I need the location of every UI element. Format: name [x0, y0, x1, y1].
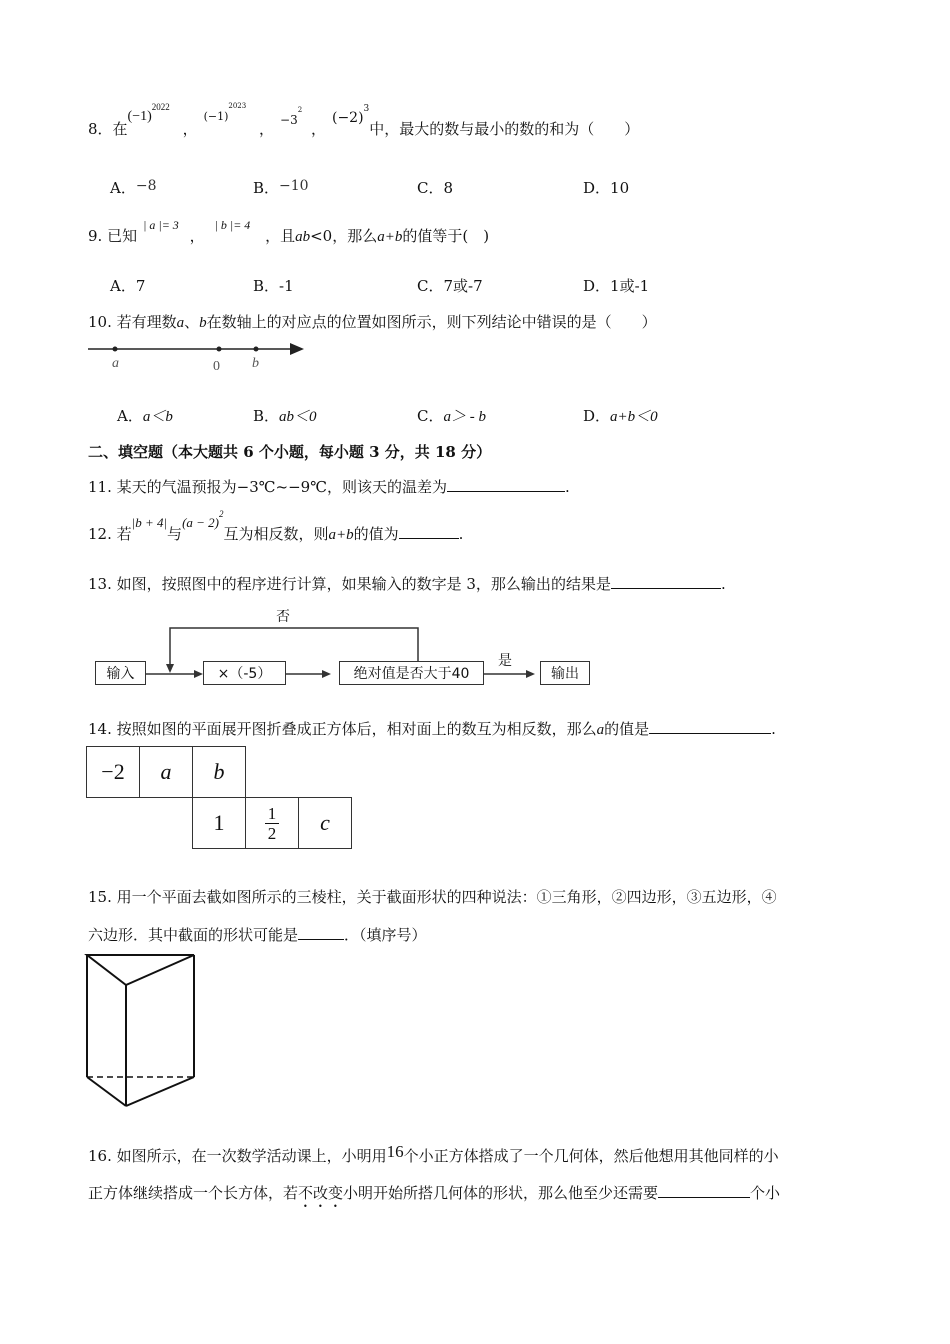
q8-sep2: ， [259, 120, 275, 138]
q8-term3-exp: 2 [297, 106, 303, 114]
question-14 [88, 718, 776, 739]
q12-sq-exp: 2 [219, 509, 224, 519]
q8-option-b-value: −10 [279, 178, 309, 194]
point-a [113, 347, 118, 352]
q9-suffix: 的值等于( ) [402, 227, 490, 245]
q12-end: . [458, 525, 464, 543]
point-zero [217, 347, 222, 352]
q14-a: a [596, 722, 605, 738]
question-9 [88, 218, 490, 246]
section-2-title: 二、填空题（本大题共 6 个小题，每小题 3 分，共 18 分） [88, 443, 492, 461]
q9-apb: a+b [377, 229, 403, 245]
q8-option-a-value: −8 [135, 178, 157, 194]
question-8 [88, 102, 640, 139]
number-line-figure [88, 338, 308, 374]
question-13 [88, 573, 726, 594]
q10-text-post: 在数轴上的对应点的位置如图所示，则下列结论中错误的是（ ） [206, 313, 657, 331]
q12-sq-base: (a − 2) [182, 515, 219, 530]
q8-suffix: 中，最大的数与最小的数的和为（ ） [369, 120, 640, 138]
q9-option-b: B．-1 [253, 277, 294, 295]
q9-sep: ， [189, 227, 205, 245]
q15-answer-blank[interactable] [298, 925, 344, 940]
flow-cond-box: 绝对值是否大于40 [339, 661, 484, 685]
q10-option-c-label: C． [417, 407, 444, 425]
question-15-line2 [88, 924, 427, 945]
net-cell-r1c2: a [140, 747, 193, 798]
q13-end: . [720, 575, 726, 593]
q16-line2-mid: 小明开始所搭几何体的形状，那么他至少还需要 [343, 1184, 659, 1202]
q16-num: 16 [386, 1142, 404, 1161]
question-16-line1 [88, 1142, 779, 1166]
q12-abs-expr: |b + 4| [131, 515, 168, 530]
q13-text: 13. 如图，按照图中的程序进行计算，如果输入的数字是 3，那么输出的结果是 [88, 575, 611, 593]
q9-ab: ab [295, 229, 311, 245]
q16-line1-post: 个小正方体搭成了一个几何体，然后他想用其他同样的小 [403, 1147, 779, 1165]
q8-option-b-label: B． [253, 179, 280, 197]
q16-line2-pre: 正方体继续搭成一个长方体，若 [88, 1184, 299, 1202]
question-16-line2 [88, 1182, 780, 1211]
arrow-head-1 [194, 670, 203, 678]
q10-option-b-label: B． [253, 407, 280, 425]
q8-term3-base: −3 [280, 113, 298, 127]
net-cell-r2c5: c [299, 798, 352, 849]
q10-option-a-value: a＜b [142, 409, 173, 425]
q16-emphasis: 不改变 [298, 1184, 344, 1202]
flow-input-box: 输入 [95, 661, 146, 685]
prism-bottom-left [87, 1077, 126, 1106]
net-cell-r2c4 [246, 798, 299, 849]
q9-cond2: | b |= 4 [214, 218, 251, 232]
q10-option-c [417, 405, 486, 426]
point-b [254, 347, 259, 352]
q11-end: . [564, 478, 570, 496]
net-cell-r2c3: 1 [193, 798, 246, 849]
q10-option-d [583, 405, 658, 426]
q10-option-d-label: D． [583, 407, 611, 425]
q12-mid: 与 [167, 525, 183, 543]
q11-answer-blank[interactable] [447, 477, 565, 492]
q10-text-pre: 10. 若有理数 [88, 313, 177, 331]
question-10 [88, 311, 657, 332]
q8-term4-exp: 3 [363, 104, 370, 114]
q8-option-b [253, 177, 309, 198]
q9-option-c: C．7或-7 [417, 277, 483, 295]
question-11 [88, 476, 570, 497]
q14-text-pre: 14. 按照如图的平面展开图折叠成正方体后，相对面上的数互为相反数，那么 [88, 720, 597, 738]
q8-term4-base: (−2) [331, 110, 364, 126]
label-a: a [112, 356, 119, 371]
q15-line2-end: ．（填序号） [344, 926, 427, 944]
label-no: 否 [276, 609, 290, 625]
question-15-line1: 15. 用一个平面去截如图所示的三棱柱，关于截面形状的四种说法：①三角形，②四边形，③五边形，④ [88, 888, 777, 906]
q9-prefix: 9. 已知 [88, 227, 138, 245]
loop-arrow-head [166, 664, 174, 673]
flow-output-box: 输出 [540, 661, 590, 685]
net-cell-r1c3: b [193, 747, 246, 798]
q8-option-c: C．8 [417, 179, 454, 197]
q8-term2-exp: 2023 [228, 102, 247, 110]
q12-prefix: 12. 若 [88, 525, 132, 543]
net-frac-den: 2 [267, 823, 277, 843]
q15-line2-text: 六边形．其中截面的形状可能是 [88, 926, 299, 944]
arrow-head-2 [322, 670, 331, 678]
label-b: b [252, 356, 259, 371]
q9-cond1: | a |= 3 [143, 218, 179, 232]
q10-option-b [253, 405, 317, 426]
q9-option-d: D．1或-1 [583, 277, 650, 295]
net-cell-r1c1: −2 [87, 747, 140, 798]
q12-text: 互为相反数，则 [223, 525, 329, 543]
q12-answer-blank[interactable] [399, 524, 459, 539]
label-yes: 是 [498, 653, 512, 669]
arrow-head-3 [526, 670, 535, 678]
q13-answer-blank[interactable] [611, 574, 721, 589]
q10-option-d-value: a+b＜0 [610, 409, 658, 425]
q10-dun: 、 [184, 313, 200, 331]
q9-mid1: ，且 [265, 227, 296, 245]
q10-b: b [199, 315, 207, 331]
q8-prefix: 8．在 [88, 120, 128, 138]
q8-term1-exp: 2022 [151, 102, 170, 112]
q12-apb: a+b [328, 527, 354, 543]
q16-line1-pre: 16. 如图所示，在一次数学活动课上，小明用 [88, 1147, 387, 1165]
q10-option-a [117, 405, 173, 426]
q8-sep1: ， [182, 120, 198, 138]
q8-sep3: ， [310, 120, 326, 138]
q10-option-c-value: a＞ - b [443, 409, 486, 425]
label-zero: 0 [213, 359, 220, 374]
prism-top-face [87, 955, 194, 985]
cube-net [86, 746, 352, 849]
q8-option-a-label: A． [110, 179, 136, 197]
q14-end: . [771, 720, 776, 738]
q12-suffix: 的值为 [353, 525, 399, 543]
prism-bottom-right [126, 1077, 194, 1106]
number-line-arrow [290, 343, 304, 355]
q8-option-a [110, 177, 156, 198]
q10-option-b-value: ab＜0 [279, 409, 317, 425]
q16-line2-end: 个小 [750, 1184, 781, 1202]
q11-text: 11. 某天的气温预报为−3℃~−9℃，则该天的温差为 [88, 478, 447, 496]
q16-answer-blank[interactable] [658, 1183, 750, 1198]
q14-answer-blank[interactable] [649, 719, 771, 734]
q8-term2-base: (−1) [203, 110, 229, 123]
net-frac-num: 1 [265, 804, 280, 824]
q9-option-a: A．7 [110, 277, 146, 295]
q9-mid2: <0，那么 [310, 227, 378, 245]
triangular-prism-figure [84, 952, 199, 1112]
q10-option-a-label: A． [117, 407, 143, 425]
flow-op-box: ×（-5） [203, 661, 286, 685]
q14-text-post: 的值是 [604, 720, 650, 738]
q8-option-d: D．10 [583, 179, 630, 197]
q8-term1-base: (−1) [127, 109, 152, 124]
q10-a: a [176, 315, 185, 331]
question-12 [88, 509, 464, 544]
